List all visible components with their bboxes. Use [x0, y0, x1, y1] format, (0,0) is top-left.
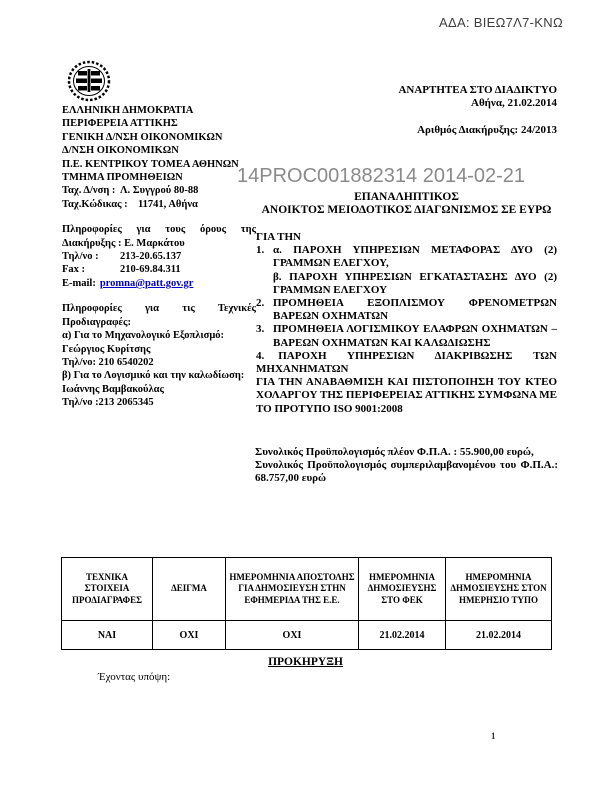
item-text: ΠΑΡΟΧΗ ΥΠΗΡΕΣΙΩΝ ΔΙΑΚΡΙΒΩΣΗΣ ΤΩΝ ΜΗΧΑΝΗΜΑΤΩΝ	[256, 349, 557, 376]
page-number: 1	[491, 731, 496, 741]
budget-excl-vat: Συνολικός Προϋπολογισμός πλέον Φ.Π.Α. : 55.900,00 ευρώ,	[255, 446, 534, 458]
agency-line-3: ΓΕΝΙΚΗ Δ/ΝΣΗ ΟΙΚΟΝΟΜΙΚΩΝ	[62, 131, 223, 143]
tel-row	[62, 250, 256, 263]
agency-line-6: ΤΜΗΜΑ ΠΡΟΜΗΘΕΙΩΝ	[62, 172, 183, 184]
ada-code: ΑΔΑ: ΒΙΕΩ7Λ7-ΚΝΩ	[439, 15, 563, 30]
posted-online-line: ΑΝΑΡΤΗΤΕΑ ΣΤΟ ΔΙΑΔΙΚΤΥΟ	[398, 84, 557, 96]
tech-contact-a-name: Γεώργιος Κυρίτσης	[62, 343, 151, 355]
col-header-eu-journal-date: ΗΜΕΡΟΜΗΝΙΑ ΑΠΟΣΤΟΛΗΣ ΓΙΑ ΔΗΜΟΣΙΕΥΣΗ ΣΤΗΝ ΕΦΗΜΕΡΙΔΑ ΤΗΣ Ε.Ε.	[226, 558, 359, 621]
cell-technical-specs: ΝΑΙ	[62, 621, 153, 650]
col-header-technical-specs: ΤΕΧΝΙΚΑ ΣΤΟΙΧΕΙΑ ΠΡΟΔΙΑΓΡΑΦΕΣ	[62, 558, 153, 621]
item-number: 2.	[256, 297, 265, 310]
item-number: 4.	[256, 349, 265, 362]
agency-line-2: ΠΕΡΙΦΕΡΕΙΑ ΑΤΤΙΚΗΣ	[62, 118, 178, 130]
tech-contact-a-heading: α) Για το Μηχανολογικό Εξοπλισμό:	[62, 330, 225, 342]
address-row	[62, 184, 256, 197]
cell-sample: ΟΧΙ	[153, 621, 226, 650]
tel-label: Τηλ/νο :	[62, 251, 99, 263]
tel-value: 213-20.65.137	[120, 251, 182, 263]
col-header-fek-date: ΗΜΕΡΟΜΗΝΙΑ ΔΗΜΟΣΙΕΥΣΗΣ ΣΤΟ ΦΕΚ	[359, 558, 446, 621]
table-value-row	[62, 621, 552, 650]
spacer	[62, 290, 256, 302]
proclamation-heading	[62, 656, 549, 668]
tech-contact-b-name: Ιωάννης Βαμβακούλας	[62, 383, 164, 395]
having-regard-line: Έχοντας υπόψη:	[98, 671, 171, 683]
subject-item-3	[256, 323, 557, 349]
procurement-registry-code: 14PROC001882314 2014-02-21	[237, 165, 525, 187]
postal-row	[62, 198, 256, 211]
subject-item-2	[256, 297, 557, 323]
subject-intro: ΓΙΑ ΤΗΝ	[256, 231, 302, 243]
email-row	[62, 277, 256, 290]
agency-line-4: Δ/ΝΣΗ ΟΙΚΟΝΟΜΙΚΩΝ	[62, 145, 179, 157]
item-text: ΠΡΟΜΗΘΕΙΑ ΛΟΓΙΣΜΙΚΟΥ ΕΛΑΦΡΩΝ ΟΧΗΜΑΤΩΝ – ΒΑΡΕΩΝ ΟΧΗΜΑΤΩΝ ΚΑΙ ΚΑΛΩΔΙΩΣΗΣ	[273, 323, 557, 349]
cell-eu-journal-date: ΟΧΙ	[226, 621, 359, 650]
fax-label: Fax :	[62, 264, 86, 276]
col-header-sample: ΔΕΙΓΜΑ	[153, 558, 226, 621]
postal-label: Ταχ.Κώδικας :	[62, 198, 128, 210]
tender-type-line1: ΕΠΑΝΑΛΗΠΤΙΚΟΣ	[354, 191, 459, 203]
cell-fek-date: 21.02.2014	[359, 621, 446, 650]
budget-block	[255, 446, 558, 486]
fax-value: 210-69.84.311	[120, 264, 181, 276]
address-value: Λ. Συγγρού 80-88	[120, 185, 199, 197]
subject-item-4	[256, 350, 557, 376]
tender-subject-block	[256, 231, 557, 416]
agency-line-1: ΕΛΛΗΝΙΚΗ ΔΗΜΟΚΡΑΤΙΑ	[62, 105, 194, 116]
item-text: ΠΡΟΜΗΘΕΙΑ ΕΞΟΠΛΙΣΜΟΥ ΦΡΕΝΟΜΕΤΡΩΝ ΒΑΡΕΩΝ ΟΧΗΜΑΤΩΝ	[273, 297, 557, 323]
agency-line-5: Π.Ε. ΚΕΝΤΡΙΚΟΥ ΤΟΜΕΑ ΑΘΗΝΩΝ	[62, 158, 239, 170]
tech-contact-a-tel: Τηλ/νο: 210 6540202	[62, 356, 154, 368]
budget-incl-vat: Συνολικός Προϋπολογισμός συμπεριλαμβανομένου του Φ.Π.Α.: 68.757,00 ευρώ	[255, 459, 558, 485]
header-right-block	[256, 84, 557, 138]
item-1b-text: β. ΠΑΡΟΧΗ ΥΠΗΡΕΣΙΩΝ ΕΓΚΑΤΑΣΤΑΣΗΣ ΔΥΟ (2) ΓΡΑΜΜΩΝ ΕΛΕΓΧΟΥ	[273, 270, 557, 296]
spacer	[62, 211, 256, 223]
tender-purpose: ΓΙΑ ΤΗΝ ΑΝΑΒΑΘΜΙΣΗ ΚΑΙ ΠΙΣΤΟΠΟΙΗΣΗ ΤΟΥ ΚΤΕΟ ΧΟΛΑΡΓΟΥ ΤΗΣ ΠΕΡΙΦΕΡΕΙΑΣ ΑΤΤΙΚΗΣ ΣΥΜΦΩΝΑ ΜΕ ΤΟ ΠΡΟΤΥΠΟ ISO 9001:2008	[256, 376, 557, 415]
tender-type-line2: ΑΝΟΙΚΤΟΣ ΜΕΙΟΔΟΤΙΚΟΣ ΔΙΑΓΩΝΙΣΜΟΣ ΣΕ ΕΥΡΩ	[261, 204, 552, 217]
tender-type-heading	[256, 191, 557, 217]
contact-terms-intro: Πληροφορίες για τους όρους της Διακήρυξης : Ε. Μαρκάτου	[62, 224, 256, 249]
tender-summary-table	[61, 557, 552, 650]
subject-item-1	[256, 244, 557, 297]
item-1a-text: α. ΠΑΡΟΧΗ ΥΠΗΡΕΣΙΩΝ ΜΕΤΑΦΟΡΑΣ ΔΥΟ (2) ΓΡΑΜΜΩΝ ΕΛΕΓΧΟΥ,	[273, 244, 557, 270]
item-text	[273, 244, 557, 297]
item-number: 3.	[256, 323, 265, 336]
fax-row	[62, 263, 256, 276]
cell-press-date: 21.02.2014	[446, 621, 552, 650]
contact-tech-intro: Πληροφορίες για τις Τεχνικές Προδιαγραφές:	[62, 303, 256, 328]
tender-number-line: Αριθμός Διακήρυξης: 24/2013	[417, 124, 557, 137]
item-number: 1.	[256, 244, 265, 257]
issuing-authority-block	[62, 104, 256, 410]
email-label: E-mail:	[62, 277, 96, 289]
email-link[interactable]: promna@patt.gov.gr	[99, 277, 194, 289]
proclamation-title: ΠΡΟΚΗΡΥΞΗ	[268, 656, 343, 668]
hellenic-republic-emblem-icon	[64, 60, 114, 106]
col-header-press-date: ΗΜΕΡΟΜΗΝΙΑ ΔΗΜΟΣΙΕΥΣΗΣ ΣΤΟΝ ΗΜΕΡΗΣΙΟ ΤΥΠΟ	[446, 558, 552, 621]
tech-contact-b-tel: Τηλ/νο :213 2065345	[62, 397, 154, 409]
postal-value: 11741, Αθήνα	[138, 198, 198, 210]
address-label: Ταχ. Δ/νση :	[62, 185, 116, 197]
table-header-row	[62, 558, 552, 621]
place-date-line: Αθήνα, 21.02.2014	[471, 97, 557, 110]
tech-contact-b-heading: β) Για το Λογισμικό και την καλωδίωση:	[62, 370, 245, 382]
